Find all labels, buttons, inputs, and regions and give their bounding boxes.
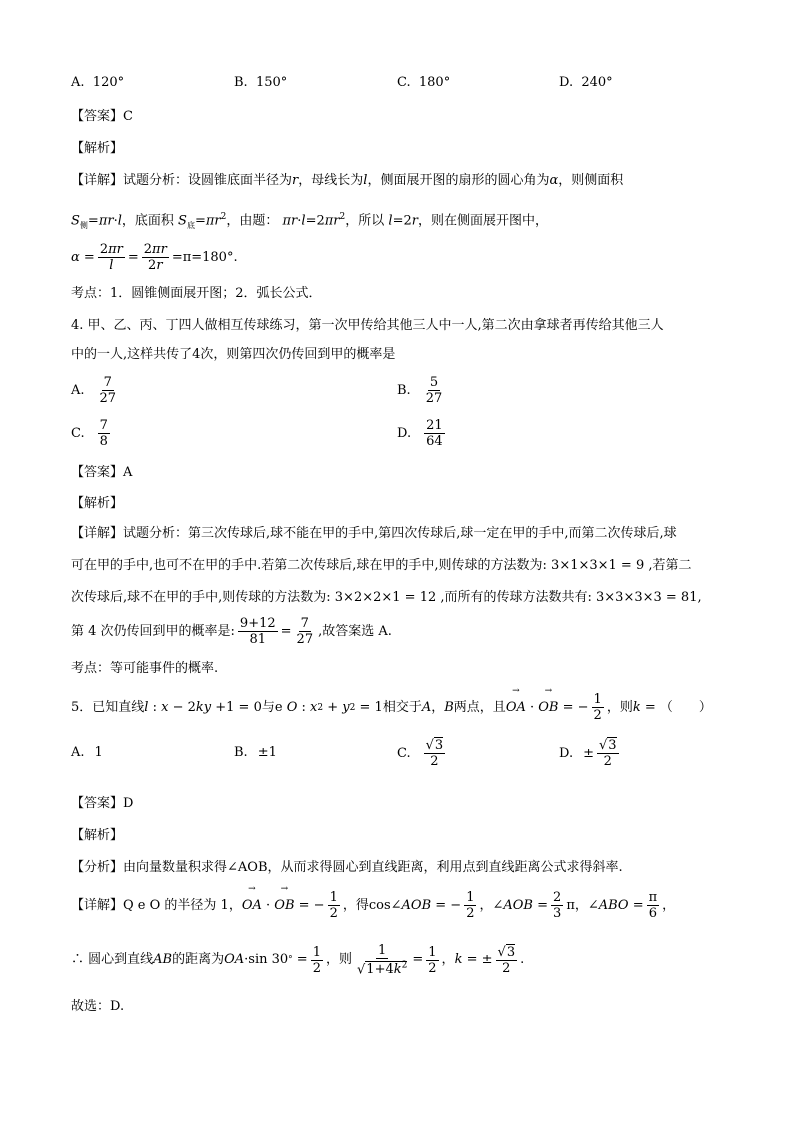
denominator: 8 — [99, 434, 108, 449]
detail-text: 试题分析：第三次传球后,球不能在甲的手中,第四次传球后,球一定在甲的手中,而第二次传球后,球 — [123, 526, 677, 541]
stem-text: 两点，且 — [453, 699, 506, 715]
fraction: $\frac{1}{2}$ — [329, 890, 338, 921]
q5-stem: 5．已知直线 l : x − 2 ky +1 = 0 与 e O : x 2 + y 2 = 1 相交于 A ， B 两点，且 → OA · → OB = − $\frac{1}{2}$ ，则 k = （ ） — [71, 692, 712, 723]
option-label: D. — [559, 75, 574, 90]
q3-answer — [71, 107, 133, 127]
option-fraction: $\frac{√3}{2}$ — [425, 738, 444, 769]
denominator: 27 — [425, 391, 443, 406]
option-value: 120° — [92, 75, 125, 90]
stem-text: （ ） — [659, 699, 712, 715]
q5-option-a — [71, 745, 103, 760]
q4-detail-line2: 可在甲的手中,也可不在甲的手中.若第二次传球后,球在甲的手中,则传球的方法数为: 3×1×3×1 = 9 ,若第二 — [71, 558, 692, 573]
sqrt-radicand: 3 — [434, 738, 444, 753]
detail-text: 第 4 次仍传回到甲的概率是: — [71, 623, 235, 639]
answer-tag: 【答案】 — [71, 465, 124, 480]
q4-analysis-tag: 【解析】 — [71, 496, 124, 511]
stem-text: 5．已知直线 — [71, 699, 145, 715]
q4-stem-line2: 中的一人,这样共传了4次，则第四次仍传回到甲的概率是 — [71, 347, 396, 362]
detail-text: ,故答案选 A. — [318, 623, 392, 639]
fraction: $\frac{2}{3}$ — [553, 890, 562, 921]
option-label: B. — [234, 745, 248, 760]
detail-tag: 【详解】 — [71, 526, 124, 541]
numerator: 7 — [103, 375, 112, 390]
q4-option-a — [71, 375, 121, 406]
q5-analysis-tag: 【解析】 — [71, 828, 124, 843]
fraction: $\frac{2\pi r}{l}$ — [99, 242, 123, 273]
q4-option-b — [397, 375, 447, 406]
answer-tag: 【答案】 — [71, 796, 124, 811]
option-label: A. — [71, 383, 85, 398]
option-value: 180° — [418, 75, 451, 90]
detail-text: ，所以 — [345, 213, 385, 229]
q5-answer — [71, 794, 133, 814]
option-value: ±1 — [257, 745, 277, 760]
detail-text: ，侧面展开图的扇形的圆心角为 — [367, 173, 550, 188]
detail-tag: 【详解】 — [71, 897, 124, 913]
option-value: 240° — [581, 75, 613, 90]
detail-text: ，母线长为 — [298, 173, 364, 188]
stem-text: 与 — [261, 699, 275, 715]
answer-tag: 【答案】 — [71, 109, 124, 124]
numerator: 21 — [426, 418, 443, 433]
q3-analysis-tag: 【解析】 — [71, 141, 124, 156]
stem-text: 相交于 — [382, 699, 422, 715]
q4-option-d — [397, 418, 448, 449]
q5-option-c — [397, 738, 448, 769]
q3-detail-line1: 【详解】试题分析：设圆锥底面半径为r，母线长为l，侧面展开图的扇形的圆心角为α，则侧面积 — [71, 173, 624, 188]
option-label: C. — [397, 75, 411, 90]
option-label: C. — [397, 746, 411, 761]
q5-fenxi — [71, 858, 623, 878]
stem-text: ，则 — [606, 699, 633, 715]
detail-text: ，则侧面积 — [558, 173, 624, 188]
option-label: B. — [234, 75, 248, 90]
option-fraction — [98, 375, 119, 406]
q3-option-c — [397, 73, 450, 93]
fraction: $\frac{7}{27}$ — [296, 616, 314, 647]
option-fraction — [424, 375, 445, 406]
answer-value: C — [123, 109, 133, 124]
detail-text: ∴ 圆心到直线 — [71, 952, 154, 968]
q5-detail-line1: 【详解】 Q e O 的半径为 1， → OA · → OB = − $\frac{1}{2}$ ，得 cos∠ AOB = − $\frac{1}{2}$ ，∠ AOB = $\frac{2}{3}$ π，∠ ABO = $\frac{\pi}{6}$ ， — [71, 890, 675, 921]
option-value: 1 — [94, 745, 103, 760]
q4-answer — [71, 463, 132, 483]
detail-text: =π=180°. — [171, 249, 238, 265]
fenxi-text: 由向量数量积求得∠AOB，从而求得圆心到直线距离，利用点到直线距离公式求得斜率. — [123, 860, 623, 875]
q4-kaodian: 考点：等可能事件的概率. — [71, 661, 219, 676]
q5-detail-line2: ∴ 圆心到直线 AB 的距离为 OA ·sin 30 ° = $\frac{1}{2}$ ，则 $\frac{1}{√1+4k^2}$ = $\frac{1}{2}$ ， k = ± $\frac{√3}{2}$ . — [71, 943, 525, 978]
q4-detail-line3: 次传球后,球不在甲的手中,则传球的方法数为: 3×2×2×1 = 12 ,而所有的传球方法数共有: 3×3×3×3 = 81, — [71, 590, 702, 605]
fraction: $\frac{1}{2}$ — [312, 944, 321, 976]
fraction: $\frac{\pi}{6}$ — [648, 890, 658, 921]
detail-text: ，由题： — [226, 213, 279, 229]
q5-guxuan: 故选：D. — [71, 999, 125, 1014]
option-fraction — [424, 418, 445, 449]
fraction: $\frac{9+12}{81}$ — [239, 616, 276, 647]
option-label: D. — [397, 426, 412, 441]
sqrt-radicand: 3 — [608, 738, 617, 753]
q5-option-b — [234, 745, 277, 760]
fraction: $\frac{1}{√1+4k^2}$ — [357, 943, 408, 978]
q4-option-c — [71, 418, 113, 449]
denominator: 64 — [426, 434, 443, 449]
option-label: D. — [559, 746, 574, 761]
option-fraction — [98, 418, 110, 449]
option-label: A. — [71, 75, 85, 90]
q3-detail-line2: $S_侧=\pi r\cdot l$，底面积 $S_底=\pi r^2$，由题： $\pi r\cdot l=2\pi r^2$，所以 l=2r，则在侧面展开图中， — [71, 212, 548, 230]
fraction: $\frac{√3}{2}$ — [497, 944, 516, 976]
fenxi-tag: 【分析】 — [71, 860, 124, 875]
option-value: 150° — [255, 75, 288, 90]
q3-option-d — [559, 73, 613, 93]
option-label: A. — [71, 745, 85, 760]
q3-option-b — [234, 73, 287, 93]
q4-detail-line4: 第 4 次仍传回到甲的概率是: $\frac{9+12}{81}$ = $\frac{7}{27}$ ,故答案选 A. — [71, 616, 392, 647]
fraction: $\frac{1}{2}$ — [428, 944, 437, 976]
fraction: $\frac{1}{2}$ — [466, 890, 475, 921]
q4-detail-line1 — [71, 524, 677, 544]
q4-stem-line1: 4. 甲、乙、丙、丁四人做相互传球练习，第一次甲传给其他三人中一人,第二次由拿球者再传给其他三人 — [71, 318, 664, 333]
detail-text: ，则在侧面展开图中， — [417, 213, 548, 229]
detail-tag: 【详解】 — [71, 173, 124, 188]
detail-text: ，得 — [342, 897, 369, 913]
detail-text: 试题分析：设圆锥底面半径为 — [123, 173, 293, 188]
numerator: 5 — [429, 375, 439, 390]
denominator: 27 — [99, 391, 117, 406]
detail-text: 的距离为 — [172, 952, 225, 968]
detail-text: ，底面积 — [121, 213, 174, 229]
option-label: C. — [71, 426, 85, 441]
q5-option-d: D. ± $\frac{√3}{2}$ — [559, 738, 617, 769]
fraction: $\frac{1}{2}$ — [593, 692, 602, 723]
q3-option-a — [71, 73, 124, 93]
answer-value: A — [123, 465, 133, 480]
numerator: 7 — [99, 418, 108, 433]
detail-text: Q e O 的半径为 1， — [123, 897, 242, 913]
option-fraction: $\frac{√3}{2}$ — [599, 738, 617, 769]
option-label: B. — [397, 383, 411, 398]
fraction: $\frac{2\pi r}{2r}$ — [143, 242, 167, 273]
answer-value: D — [123, 796, 134, 811]
q3-detail-line3: α = $\frac{2\pi r}{l}$ = $\frac{2\pi r}{2r}$ =π=180°. — [71, 242, 238, 273]
q3-kaodian: 考点：1．圆锥侧面展开图；2．弧长公式． — [71, 286, 322, 301]
detail-text: ，则 — [325, 952, 352, 968]
